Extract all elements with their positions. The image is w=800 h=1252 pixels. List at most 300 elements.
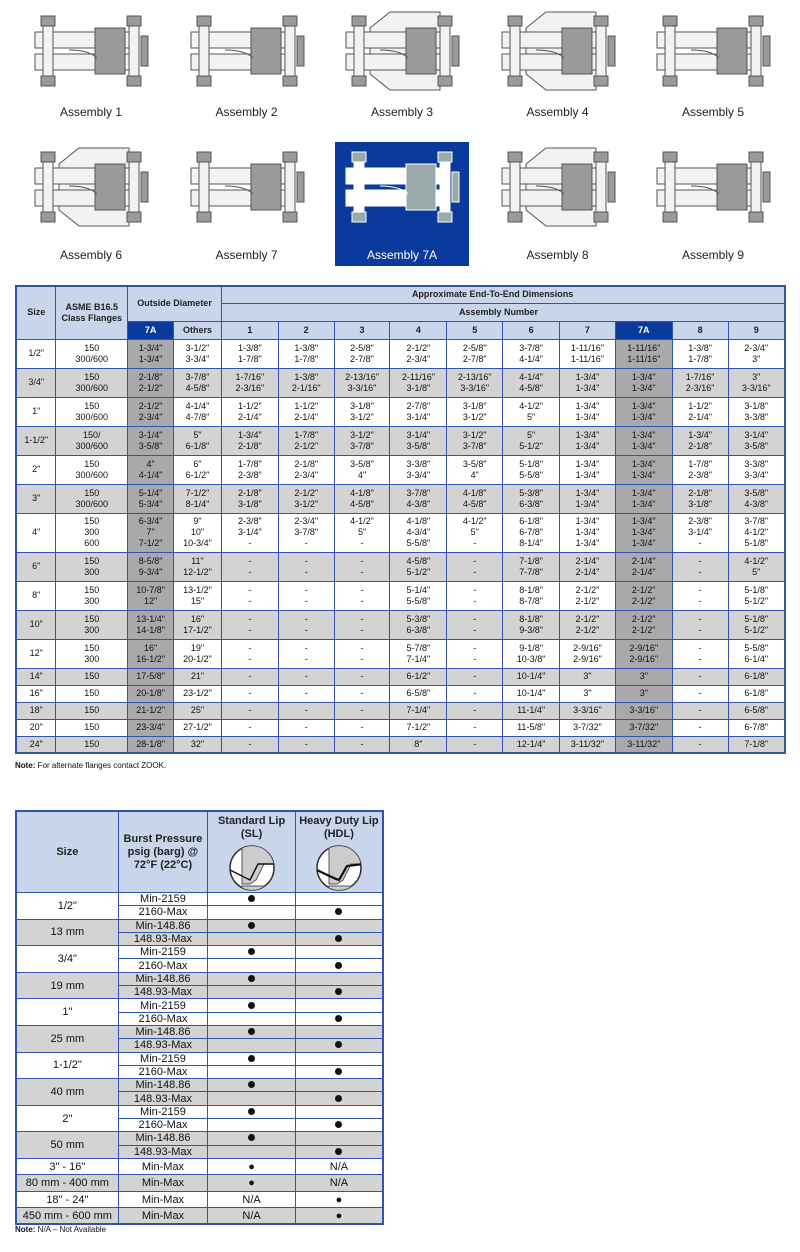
- header-assembly-1: 1: [221, 321, 278, 339]
- dimension-cell: 2-1/8" 2-3/4": [278, 455, 334, 484]
- od-others-cell: 4-1/4" 4-7/8": [174, 397, 222, 426]
- dimension-cell: 4-1/2" 5" -: [334, 513, 390, 552]
- dimension-cell: 11-5/8": [503, 719, 560, 736]
- dimension-cell: 1-11/16" 1-11/16": [615, 339, 672, 368]
- assembly-2[interactable]: [180, 6, 314, 130]
- hdl-cell: [295, 1039, 383, 1052]
- dimension-cell: 2-1/8" 3-1/8": [221, 484, 278, 513]
- hdl-cell: ●: [295, 1191, 383, 1208]
- dimension-cell: 2-9/16" 2-9/16": [560, 639, 616, 668]
- header-assembly-6: 6: [503, 321, 560, 339]
- od-others-cell: 32": [174, 736, 222, 753]
- assembly-label: Assembly 3: [370, 105, 434, 119]
- sl-cell: [208, 946, 296, 959]
- sl-cell: [208, 1052, 296, 1065]
- header-assembly-4: 4: [390, 321, 447, 339]
- dimension-cell: -: [334, 736, 390, 753]
- table-row: [16, 455, 785, 484]
- od-7a-cell: 17-5/8": [128, 668, 174, 685]
- dimension-cell: 2-1/4" 2-1/4": [615, 552, 672, 581]
- dimension-cell: 1-7/16" 2-3/16": [672, 368, 728, 397]
- od-others-cell: 9" 10" 10-3/4": [174, 513, 222, 552]
- dimension-cell: -: [221, 685, 278, 702]
- dimension-cell: - -: [221, 552, 278, 581]
- bullet-icon: [248, 1134, 255, 1141]
- dimension-cell: - -: [334, 552, 390, 581]
- dimension-cell: 3-1/2" 3-7/8": [334, 426, 390, 455]
- dimension-cell: 1-3/4" 1-3/4": [560, 397, 616, 426]
- dimension-cell: 1-11/16" 1-11/16": [560, 339, 616, 368]
- table-row: [16, 668, 785, 685]
- sl-cell: [208, 1012, 296, 1025]
- dimension-cell: -: [447, 702, 503, 719]
- dimension-cell: 1-3/4" 1-3/4": [560, 455, 616, 484]
- dimension-cell: 1-7/8" 2-3/8": [672, 455, 728, 484]
- bullet-icon: [335, 962, 342, 969]
- table-row: [16, 1079, 383, 1092]
- dimension-cell: 6-1/8" 6-7/8" 8-1/4": [503, 513, 560, 552]
- heavy-duty-lip-label: Heavy Duty Lip (HDL): [299, 815, 379, 840]
- bullet-icon: [248, 895, 255, 902]
- dimension-cell: 8": [390, 736, 447, 753]
- dimension-cell: 3-5/8" 4": [334, 455, 390, 484]
- pressure-range-cell: Min-Max: [118, 1208, 208, 1225]
- assembly-1[interactable]: [24, 6, 158, 130]
- dimension-cell: 9-1/8" 10-3/8": [503, 639, 560, 668]
- dimension-cell: 2-13/16" 3-3/16": [447, 368, 503, 397]
- dimension-cell: 1-3/8" 2-1/16": [278, 368, 334, 397]
- bullet-icon: [335, 988, 342, 995]
- od-others-cell: 7-1/2" 8-1/4": [174, 484, 222, 513]
- hdl-cell: [295, 1145, 383, 1158]
- dimension-cell: -: [447, 719, 503, 736]
- header-od-7a: 7A: [128, 321, 174, 339]
- dimension-cell: 7-1/8" 7-7/8": [503, 552, 560, 581]
- bullet-icon: [335, 1041, 342, 1048]
- pressure-range-cell: Min-2159: [118, 999, 208, 1012]
- table-row: [16, 1191, 383, 1208]
- dimension-cell: 3-7/8" 4-1/2" 5-1/8": [728, 513, 785, 552]
- hdl-cell: [295, 1052, 383, 1065]
- od-others-cell: 11" 12-1/2": [174, 552, 222, 581]
- dimension-cell: 4-1/2" 5": [503, 397, 560, 426]
- table-row: [16, 1132, 383, 1145]
- pressure-range-cell: Min-148.86: [118, 919, 208, 932]
- sl-cell: [208, 1145, 296, 1158]
- table-row: [16, 484, 785, 513]
- dimension-cell: - -: [334, 581, 390, 610]
- od-others-cell: 3-1/2" 3-3/4": [174, 339, 222, 368]
- dimension-cell: - -: [221, 610, 278, 639]
- sl-cell: [208, 1079, 296, 1092]
- dimension-cell: 5" 5-1/2": [503, 426, 560, 455]
- dimension-cell: 1-3/4" 1-3/4": [560, 368, 616, 397]
- assembly-label: Assembly 6: [59, 248, 123, 262]
- dimension-cell: 1-3/4" 1-3/4": [615, 426, 672, 455]
- dimension-cell: - -: [221, 639, 278, 668]
- assembly-drawing-icon: [496, 6, 620, 96]
- table-row: [16, 999, 383, 1012]
- table-row: [16, 685, 785, 702]
- hdl-cell: [295, 1079, 383, 1092]
- sl-cell: [208, 1132, 296, 1145]
- dimension-cell: 3-1/8" 3-1/2": [334, 397, 390, 426]
- dimension-cell: 1-7/16" 2-3/16": [221, 368, 278, 397]
- pressure-range-cell: 2160-Max: [118, 1065, 208, 1078]
- dimension-cell: 2-1/2" 3-1/2": [278, 484, 334, 513]
- dimension-cell: 3-7/32": [560, 719, 616, 736]
- asme-class-cell: 150: [56, 719, 128, 736]
- size-cell: 10": [16, 610, 56, 639]
- size-cell: 25 mm: [16, 1025, 118, 1052]
- sl-cell: [208, 932, 296, 945]
- bullet-icon: [248, 922, 255, 929]
- dimension-cell: 3-1/8" 3-3/8": [728, 397, 785, 426]
- table-row: [16, 972, 383, 985]
- pressure-range-cell: 148.93-Max: [118, 1039, 208, 1052]
- dimension-cell: 3": [615, 685, 672, 702]
- dimension-cell: 1-1/2" 2-1/4": [672, 397, 728, 426]
- pressure-range-cell: Min-Max: [118, 1191, 208, 1208]
- dimension-cell: 2-1/4" 2-1/4": [560, 552, 616, 581]
- assembly-4[interactable]: [491, 6, 625, 130]
- sl-cell: ●: [208, 1175, 296, 1192]
- size-cell: 1/2": [16, 893, 118, 920]
- dimension-cell: 1-3/4" 1-3/4": [615, 455, 672, 484]
- dimension-cell: 3": [560, 668, 616, 685]
- size-cell: 1": [16, 397, 56, 426]
- size-cell: 3/4": [16, 368, 56, 397]
- dimension-cell: -: [672, 702, 728, 719]
- dimension-cell: 3-7/8" 4-1/4": [503, 339, 560, 368]
- dimension-cell: - -: [334, 639, 390, 668]
- od-7a-cell: 2-1/2" 2-3/4": [128, 397, 174, 426]
- pressure-range-cell: Min-148.86: [118, 1079, 208, 1092]
- pressure-range-cell: 2160-Max: [118, 1012, 208, 1025]
- dimension-cell: 3-7/8" 4-3/8": [390, 484, 447, 513]
- dimension-cell: -: [672, 668, 728, 685]
- table-row: [16, 397, 785, 426]
- dimension-cell: 1-3/4" 1-3/4": [615, 368, 672, 397]
- note-label: Note:: [15, 761, 36, 770]
- lip-note: [15, 1225, 106, 1234]
- asme-class-cell: 150 300/600: [56, 484, 128, 513]
- dimension-cell: 6-5/8": [390, 685, 447, 702]
- sl-cell: ●: [208, 1158, 296, 1175]
- table-row: [16, 702, 785, 719]
- sl-cell: [208, 1119, 296, 1132]
- table-row: [16, 426, 785, 455]
- dimension-cell: 2-3/4" 3-7/8" -: [278, 513, 334, 552]
- dimension-cell: -: [221, 719, 278, 736]
- dimension-cell: - -: [278, 581, 334, 610]
- bullet-icon: [335, 1095, 342, 1102]
- bullet-icon: [335, 935, 342, 942]
- note-text: N/A – Not Available: [35, 1225, 107, 1234]
- dimension-cell: 1-3/4" 1-3/4" 1-3/4": [560, 513, 616, 552]
- hdl-cell: [295, 1092, 383, 1105]
- od-7a-cell: 6-3/4" 7" 7-1/2": [128, 513, 174, 552]
- header-size: Size: [16, 811, 118, 893]
- assembly-3[interactable]: [335, 6, 469, 130]
- asme-class-cell: 150: [56, 702, 128, 719]
- assembly-7[interactable]: [180, 142, 314, 266]
- asme-class-cell: 150 300/600: [56, 397, 128, 426]
- note-text: For alternate flanges contact ZOOK.: [35, 761, 167, 770]
- dimension-cell: 4-1/2" 5": [728, 552, 785, 581]
- assembly-drawing-icon: [651, 142, 775, 232]
- dimension-cell: -: [672, 685, 728, 702]
- pressure-range-cell: 148.93-Max: [118, 986, 208, 999]
- size-cell: 3/4": [16, 946, 118, 973]
- size-cell: 2": [16, 455, 56, 484]
- dimension-cell: 3-1/2" 3-7/8": [447, 426, 503, 455]
- dimension-cell: 5-5/8" 6-1/4": [728, 639, 785, 668]
- assembly-9[interactable]: [491, 142, 625, 266]
- dimension-cell: 2-1/8" 3-1/8": [672, 484, 728, 513]
- dimension-cell: 3-11/32": [560, 736, 616, 753]
- size-cell: 18" - 24": [16, 1191, 118, 1208]
- header-standard-lip: [208, 811, 296, 893]
- dimension-cell: - -: [447, 639, 503, 668]
- size-cell: 40 mm: [16, 1079, 118, 1106]
- asme-class-cell: 150: [56, 685, 128, 702]
- pressure-range-cell: Min-2159: [118, 946, 208, 959]
- dimension-cell: -: [221, 736, 278, 753]
- size-cell: 16": [16, 685, 56, 702]
- dimension-cell: 1-1/2" 2-1/4": [221, 397, 278, 426]
- assembly-drawing-icon: [185, 6, 309, 96]
- hdl-cell: [295, 986, 383, 999]
- bullet-icon: [335, 1121, 342, 1128]
- table-row: [16, 552, 785, 581]
- header-outside-diameter: Outside Diameter: [128, 286, 222, 321]
- dimension-cell: 2-3/4" 3": [728, 339, 785, 368]
- dimension-cell: 2-11/16" 3-1/8": [390, 368, 447, 397]
- pressure-range-cell: Min-148.86: [118, 1025, 208, 1038]
- table-row: [16, 719, 785, 736]
- table-row: [16, 368, 785, 397]
- dimension-cell: -: [672, 736, 728, 753]
- hdl-cell: [295, 999, 383, 1012]
- header-assembly-7: 7: [560, 321, 616, 339]
- assembly-6[interactable]: [24, 142, 158, 266]
- hdl-cell: [295, 919, 383, 932]
- pressure-range-cell: Min-148.86: [118, 1132, 208, 1145]
- dimension-cell: 4-1/2" 5" -: [447, 513, 503, 552]
- dimension-cell: 1-3/4" 2-1/8": [221, 426, 278, 455]
- asme-class-cell: 150 300/600: [56, 455, 128, 484]
- dimension-cell: 5-7/8" 7-1/4": [390, 639, 447, 668]
- asme-class-cell: 150: [56, 668, 128, 685]
- dimension-cell: -: [334, 719, 390, 736]
- table-row: [16, 1175, 383, 1192]
- dimension-cell: 3-5/8" 4": [447, 455, 503, 484]
- header-assembly-number: Assembly Number: [221, 303, 785, 321]
- size-cell: 18": [16, 702, 56, 719]
- dimension-cell: 3": [560, 685, 616, 702]
- assembly-drawing-icon: [29, 6, 153, 96]
- od-7a-cell: 5-1/4" 5-3/4": [128, 484, 174, 513]
- od-others-cell: 25": [174, 702, 222, 719]
- table-row: [16, 946, 383, 959]
- table-row: [16, 736, 785, 753]
- dimension-cell: 1-3/8" 1-7/8": [672, 339, 728, 368]
- dimension-cell: 1-1/2" 2-1/4": [278, 397, 334, 426]
- hdl-cell: [295, 1105, 383, 1118]
- table-row: [16, 1105, 383, 1118]
- sl-cell: [208, 1065, 296, 1078]
- header-asme: ASME B16.5 Class Flanges: [56, 286, 128, 339]
- od-others-cell: 21": [174, 668, 222, 685]
- dimension-cell: 2-1/2" 2-1/2": [615, 581, 672, 610]
- pressure-range-cell: 2160-Max: [118, 906, 208, 919]
- dimension-cell: 3-3/16": [615, 702, 672, 719]
- size-cell: 8": [16, 581, 56, 610]
- dimension-cell: 4-1/8" 4-5/8": [447, 484, 503, 513]
- dimension-cell: 3-1/8" 3-1/2": [447, 397, 503, 426]
- assembly-5[interactable]: [646, 6, 780, 130]
- dimension-cell: 3-5/8" 4-3/8": [728, 484, 785, 513]
- sl-cell: [208, 1105, 296, 1118]
- od-others-cell: 13-1/2" 15": [174, 581, 222, 610]
- pressure-range-cell: Min-2159: [118, 1052, 208, 1065]
- dimension-cell: 3-7/32": [615, 719, 672, 736]
- assembly-drawing-icon: [29, 142, 153, 232]
- dimension-cell: - -: [278, 552, 334, 581]
- pressure-range-cell: 2160-Max: [118, 959, 208, 972]
- od-others-cell: 27-1/2": [174, 719, 222, 736]
- hdl-cell: [295, 1132, 383, 1145]
- asme-class-cell: 150 300: [56, 610, 128, 639]
- dimension-cell: 2-5/8" 2-7/8": [447, 339, 503, 368]
- lip-type-table: [15, 810, 384, 1225]
- bullet-icon: [335, 1148, 342, 1155]
- dimension-cell: 10-1/4": [503, 668, 560, 685]
- size-cell: 12": [16, 639, 56, 668]
- dimension-cell: 2-5/8" 2-7/8": [334, 339, 390, 368]
- standard-lip-diagram-icon: [208, 844, 295, 892]
- assembly-label: Assembly 4: [526, 105, 589, 119]
- dimension-cell: 5-3/8" 6-3/8": [503, 484, 560, 513]
- od-7a-cell: 3-1/4" 3-5/8": [128, 426, 174, 455]
- hdl-cell: N/A: [295, 1158, 383, 1175]
- dimension-cell: 5-3/8" 6-3/8": [390, 610, 447, 639]
- size-cell: 24": [16, 736, 56, 753]
- asme-class-cell: 150 300/600: [56, 339, 128, 368]
- od-others-cell: 5" 6-1/8": [174, 426, 222, 455]
- hdl-cell: [295, 946, 383, 959]
- bullet-icon: [248, 1002, 255, 1009]
- sl-cell: N/A: [208, 1208, 296, 1225]
- dimension-cell: - -: [221, 581, 278, 610]
- bullet-icon: [248, 948, 255, 955]
- size-cell: 1": [16, 999, 118, 1026]
- dimension-cell: 1-3/8" 1-7/8": [278, 339, 334, 368]
- dimension-cell: -: [447, 685, 503, 702]
- dimension-cell: -: [278, 702, 334, 719]
- size-cell: 14": [16, 668, 56, 685]
- end-to-end-dimensions-table: [15, 285, 786, 754]
- dimension-cell: - -: [672, 552, 728, 581]
- header-assembly-8: 8: [672, 321, 728, 339]
- od-7a-cell: 20-1/8": [128, 685, 174, 702]
- heavy-duty-lip-diagram-icon: [296, 844, 382, 892]
- dimension-cell: -: [672, 719, 728, 736]
- assembly-drawing-icon: [340, 142, 464, 232]
- pressure-range-cell: Min-2159: [118, 893, 208, 906]
- sl-cell: [208, 893, 296, 906]
- size-cell: 50 mm: [16, 1132, 118, 1159]
- od-7a-cell: 13-1/4" 14-1/8": [128, 610, 174, 639]
- asme-class-cell: 150: [56, 736, 128, 753]
- dimension-cell: 2-1/2" 2-1/2": [615, 610, 672, 639]
- dimension-cell: 5-1/8" 5-1/2": [728, 610, 785, 639]
- sl-cell: [208, 999, 296, 1012]
- assembly-8[interactable]: [335, 142, 469, 266]
- dimension-cell: 5-1/8" 5-5/8": [503, 455, 560, 484]
- od-7a-cell: 10-7/8" 12": [128, 581, 174, 610]
- size-cell: 1-1/2": [16, 1052, 118, 1079]
- header-burst-pressure: Burst Pressure psig (barg) @ 72°F (22°C): [118, 811, 208, 893]
- dimension-cell: 3": [615, 668, 672, 685]
- sl-cell: [208, 906, 296, 919]
- od-7a-cell: 21-1/2": [128, 702, 174, 719]
- hdl-cell: [295, 1119, 383, 1132]
- dimension-cell: 1-3/4" 1-3/4": [560, 484, 616, 513]
- dimension-cell: 8-1/8" 8-7/8": [503, 581, 560, 610]
- bullet-icon: [248, 975, 255, 982]
- hdl-cell: [295, 893, 383, 906]
- dimension-cell: 2-3/8" 3-1/4" -: [221, 513, 278, 552]
- bullet-icon: [248, 1055, 255, 1062]
- dimension-cell: 3-3/8" 3-3/4": [728, 455, 785, 484]
- dimension-cell: -: [447, 736, 503, 753]
- table-row: [16, 1052, 383, 1065]
- table-row: [16, 513, 785, 552]
- table-row: [16, 339, 785, 368]
- header-assembly-3: 3: [334, 321, 390, 339]
- sl-cell: [208, 1092, 296, 1105]
- od-7a-cell: 16" 16-1/2": [128, 639, 174, 668]
- table-row: [16, 893, 383, 906]
- assembly-label: Assembly 7: [215, 248, 278, 262]
- od-7a-cell: 8-5/8" 9-3/4": [128, 552, 174, 581]
- od-7a-cell: 28-1/8": [128, 736, 174, 753]
- dimension-cell: 3-11/32": [615, 736, 672, 753]
- dimension-cell: - -: [334, 610, 390, 639]
- dimension-cell: 6-1/2": [390, 668, 447, 685]
- assembly-10[interactable]: [646, 142, 780, 266]
- hdl-cell: [295, 1012, 383, 1025]
- pressure-range-cell: 148.93-Max: [118, 932, 208, 945]
- table-row: [16, 1208, 383, 1225]
- size-cell: 3": [16, 484, 56, 513]
- dimension-cell: 3" 3-3/16": [728, 368, 785, 397]
- header-assembly-7a: 7A: [615, 321, 672, 339]
- dimension-cell: 3-3/8" 3-3/4": [390, 455, 447, 484]
- size-cell: 4": [16, 513, 56, 552]
- dimensions-note: [15, 761, 166, 770]
- sl-cell: [208, 959, 296, 972]
- dimension-cell: 2-1/2" 2-1/2": [560, 610, 616, 639]
- dimension-cell: - -: [447, 610, 503, 639]
- od-7a-cell: 2-1/8" 2-1/2": [128, 368, 174, 397]
- bullet-icon: [335, 1068, 342, 1075]
- dimension-cell: - -: [672, 581, 728, 610]
- dimension-cell: - -: [278, 610, 334, 639]
- dimension-cell: -: [278, 668, 334, 685]
